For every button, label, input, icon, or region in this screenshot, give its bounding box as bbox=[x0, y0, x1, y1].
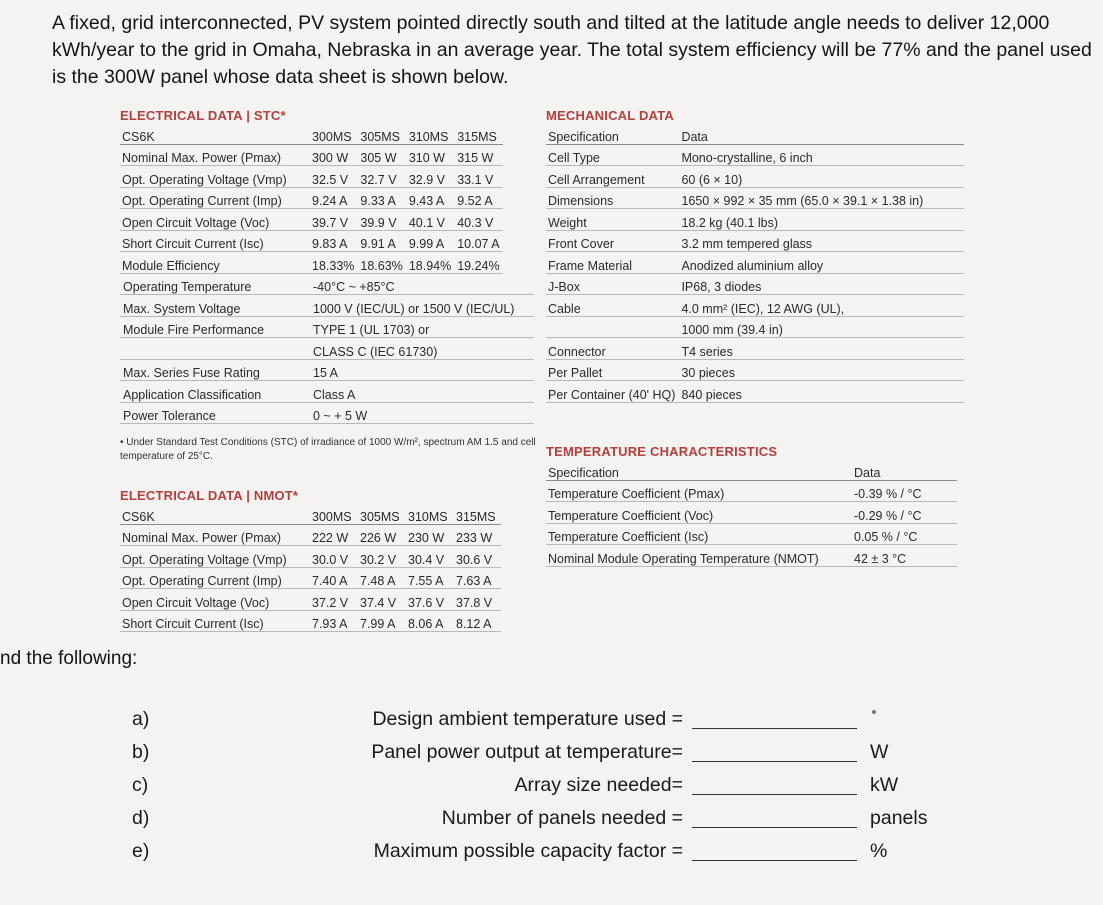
answer-blank[interactable] bbox=[692, 860, 857, 861]
table-cell: 300MS bbox=[309, 123, 357, 144]
table-row bbox=[546, 338, 964, 360]
temp-table bbox=[546, 459, 957, 567]
question-letter: c) bbox=[132, 774, 149, 796]
table-cell: 18.33% bbox=[309, 252, 357, 274]
table-cell: 7.99 A bbox=[357, 610, 405, 632]
table-cell: 9.33 A bbox=[357, 187, 405, 209]
table-cell bbox=[546, 316, 678, 338]
table-cell: 315MS bbox=[454, 123, 502, 144]
table-cell: Application Classification bbox=[120, 381, 310, 403]
question-text: Maximum possible capacity factor = bbox=[373, 840, 683, 862]
table-cell: Open Circuit Voltage (Voc) bbox=[120, 589, 309, 611]
problem-statement: A fixed, grid interconnected, PV system pointed directly south and tilted at the latitude angle needs to deliver 12,000 kWh/year to the grid in Omaha, Nebraska in an average year. The total system efficiency will be 77% and the panel used is the 300W panel whose data sheet is shown below. bbox=[52, 12, 1092, 88]
question-row bbox=[0, 772, 1103, 802]
table-cell: Short Circuit Current (Isc) bbox=[120, 610, 309, 632]
table-cell: 19.24% bbox=[454, 252, 502, 274]
nmot-table bbox=[120, 503, 501, 632]
table-cell: 305 W bbox=[357, 144, 405, 166]
table-row bbox=[546, 502, 957, 524]
table-cell: -40°C ~ +85°C bbox=[310, 274, 534, 295]
table-cell: 10.07 A bbox=[454, 230, 502, 252]
table-cell: 310MS bbox=[405, 503, 453, 524]
table-cell: Data bbox=[678, 123, 964, 144]
table-cell: 32.5 V bbox=[309, 166, 357, 188]
table-cell: Module Efficiency bbox=[120, 252, 309, 274]
table-cell: 3.2 mm tempered glass bbox=[678, 230, 964, 252]
table-cell: Per Container (40' HQ) bbox=[546, 381, 678, 403]
table-cell: 60 (6 × 10) bbox=[678, 166, 964, 188]
table-header-row bbox=[120, 123, 503, 144]
table-cell: IP68, 3 diodes bbox=[678, 273, 964, 295]
table-row bbox=[120, 209, 503, 231]
table-row bbox=[120, 144, 503, 166]
table-cell: Connector bbox=[546, 338, 678, 360]
table-cell: Open Circuit Voltage (Voc) bbox=[120, 209, 309, 231]
table-row bbox=[546, 166, 964, 188]
table-cell: 300 W bbox=[309, 144, 357, 166]
table-cell: 9.24 A bbox=[309, 187, 357, 209]
table-cell: Temperature Coefficient (Pmax) bbox=[546, 480, 851, 502]
table-cell: 32.7 V bbox=[357, 166, 405, 188]
table-cell: 7.40 A bbox=[309, 567, 357, 589]
table-cell: 4.0 mm² (IEC), 12 AWG (UL), bbox=[678, 295, 964, 317]
table-cell: 7.48 A bbox=[357, 567, 405, 589]
mech-section bbox=[546, 108, 964, 403]
question-row bbox=[0, 805, 1103, 835]
table-cell: 9.43 A bbox=[406, 187, 454, 209]
table-cell: 40.1 V bbox=[406, 209, 454, 231]
table-cell: Dimensions bbox=[546, 187, 678, 209]
table-cell: 233 W bbox=[453, 524, 501, 546]
table-cell: Opt. Operating Current (Imp) bbox=[120, 187, 309, 209]
stc-section bbox=[120, 108, 534, 424]
table-row bbox=[546, 381, 964, 403]
table-cell: 8.06 A bbox=[405, 610, 453, 632]
table-row bbox=[120, 381, 534, 403]
table-cell: Per Pallet bbox=[546, 359, 678, 381]
table-cell: Temperature Coefficient (Voc) bbox=[546, 502, 851, 524]
question-text: Panel power output at temperature= bbox=[371, 741, 683, 763]
table-cell: 315MS bbox=[453, 503, 501, 524]
table-row bbox=[546, 295, 964, 317]
table-cell: -0.39 % / °C bbox=[851, 480, 957, 502]
question-row bbox=[0, 838, 1103, 868]
table-cell: Class A bbox=[310, 381, 534, 403]
table-cell: CS6K bbox=[120, 123, 309, 144]
table-cell: 9.83 A bbox=[309, 230, 357, 252]
table-cell: Frame Material bbox=[546, 252, 678, 274]
table-cell: CS6K bbox=[120, 503, 309, 524]
table-header-row bbox=[120, 503, 501, 524]
table-row bbox=[120, 295, 534, 317]
answer-blank[interactable] bbox=[692, 761, 857, 762]
temp-section bbox=[546, 444, 957, 567]
table-row bbox=[120, 546, 501, 568]
stc-footnote: • Under Standard Test Conditions (STC) of irradiance of 1000 W/m², spectrum AM 1.5 and cell temperature of 25°C. bbox=[120, 437, 536, 462]
table-cell: -0.29 % / °C bbox=[851, 502, 957, 524]
table-cell: Opt. Operating Voltage (Vmp) bbox=[120, 166, 309, 188]
answer-blank[interactable] bbox=[692, 728, 857, 729]
question-text: Design ambient temperature used = bbox=[372, 708, 683, 730]
temp-title: TEMPERATURE CHARACTERISTICS bbox=[546, 444, 778, 459]
table-row bbox=[546, 209, 964, 231]
table-cell: 42 ± 3 °C bbox=[851, 545, 957, 567]
table-cell: 222 W bbox=[309, 524, 357, 546]
table-row bbox=[546, 359, 964, 381]
table-cell: Weight bbox=[546, 209, 678, 231]
table-cell: 40.3 V bbox=[454, 209, 502, 231]
table-cell: 300MS bbox=[309, 503, 357, 524]
table-cell: 230 W bbox=[405, 524, 453, 546]
question-row bbox=[0, 706, 1103, 736]
table-cell: Opt. Operating Voltage (Vmp) bbox=[120, 546, 309, 568]
table-cell: Operating Temperature bbox=[120, 274, 310, 295]
table-cell: 30 pieces bbox=[678, 359, 964, 381]
table-cell: 37.6 V bbox=[405, 589, 453, 611]
table-row bbox=[120, 274, 534, 295]
table-cell: Front Cover bbox=[546, 230, 678, 252]
nmot-title: ELECTRICAL DATA | NMOT* bbox=[120, 488, 299, 503]
table-cell: Temperature Coefficient (Isc) bbox=[546, 523, 851, 545]
stc-table bbox=[120, 123, 503, 274]
table-cell: Max. Series Fuse Rating bbox=[120, 359, 310, 381]
stc-extra-table bbox=[120, 274, 534, 425]
table-cell: Cell Type bbox=[546, 144, 678, 166]
nmot-section bbox=[120, 488, 501, 632]
answer-blank[interactable] bbox=[692, 827, 857, 828]
table-row bbox=[120, 230, 503, 252]
table-cell: 315 W bbox=[454, 144, 502, 166]
answer-blank[interactable] bbox=[692, 794, 857, 795]
table-cell: 7.93 A bbox=[309, 610, 357, 632]
table-header-row bbox=[546, 459, 957, 480]
table-cell: 37.2 V bbox=[309, 589, 357, 611]
table-cell: TYPE 1 (UL 1703) or bbox=[310, 316, 534, 338]
question-letter: a) bbox=[132, 708, 150, 730]
table-cell: 30.6 V bbox=[453, 546, 501, 568]
table-cell: 15 A bbox=[310, 359, 534, 381]
table-row bbox=[546, 316, 964, 338]
table-row bbox=[120, 567, 501, 589]
table-row bbox=[120, 359, 534, 381]
question-text: Array size needed= bbox=[514, 774, 683, 796]
table-row bbox=[120, 610, 501, 632]
table-cell: 33.1 V bbox=[454, 166, 502, 188]
table-row bbox=[546, 252, 964, 274]
table-cell: 7.55 A bbox=[405, 567, 453, 589]
question-unit: panels bbox=[870, 807, 928, 829]
table-cell: Opt. Operating Current (Imp) bbox=[120, 567, 309, 589]
question-letter: b) bbox=[132, 741, 150, 763]
table-cell: Nominal Module Operating Temperature (NMOT) bbox=[546, 545, 851, 567]
table-row bbox=[120, 252, 503, 274]
table-row bbox=[120, 187, 503, 209]
table-cell: 0 ~ + 5 W bbox=[310, 402, 534, 424]
table-cell: Cell Arrangement bbox=[546, 166, 678, 188]
table-cell: Module Fire Performance bbox=[120, 316, 310, 338]
mech-title: MECHANICAL DATA bbox=[546, 108, 674, 123]
table-cell: 37.4 V bbox=[357, 589, 405, 611]
table-row bbox=[546, 144, 964, 166]
table-cell: 1000 V (IEC/UL) or 1500 V (IEC/UL) bbox=[310, 295, 534, 317]
table-cell: Cable bbox=[546, 295, 678, 317]
table-row bbox=[546, 523, 957, 545]
table-cell: Specification bbox=[546, 459, 851, 480]
table-cell: 1000 mm (39.4 in) bbox=[678, 316, 964, 338]
question-unit: kW bbox=[870, 774, 899, 796]
table-cell: CLASS C (IEC 61730) bbox=[310, 338, 534, 360]
table-row bbox=[120, 316, 534, 338]
question-row bbox=[0, 739, 1103, 769]
table-cell: Max. System Voltage bbox=[120, 295, 310, 317]
table-cell: 305MS bbox=[357, 503, 405, 524]
table-cell: T4 series bbox=[678, 338, 964, 360]
question-unit: W bbox=[870, 741, 889, 763]
table-cell: 9.91 A bbox=[357, 230, 405, 252]
mech-table bbox=[546, 123, 964, 403]
table-cell: 840 pieces bbox=[678, 381, 964, 403]
question-text: Number of panels needed = bbox=[441, 807, 683, 829]
intro-text: nd the following: bbox=[0, 648, 138, 669]
table-row bbox=[546, 480, 957, 502]
table-cell: 32.9 V bbox=[406, 166, 454, 188]
table-cell: 7.63 A bbox=[453, 567, 501, 589]
table-cell: 39.9 V bbox=[357, 209, 405, 231]
table-cell: Mono-crystalline, 6 inch bbox=[678, 144, 964, 166]
question-letter: e) bbox=[132, 840, 150, 862]
table-row bbox=[546, 230, 964, 252]
table-cell bbox=[120, 338, 310, 360]
table-row bbox=[120, 166, 503, 188]
table-row bbox=[546, 545, 957, 567]
table-cell: 310MS bbox=[406, 123, 454, 144]
table-cell: 305MS bbox=[357, 123, 405, 144]
table-cell: Nominal Max. Power (Pmax) bbox=[120, 144, 309, 166]
table-cell: 30.2 V bbox=[357, 546, 405, 568]
table-cell: J-Box bbox=[546, 273, 678, 295]
question-letter: d) bbox=[132, 807, 150, 829]
table-row bbox=[546, 273, 964, 295]
table-cell: 30.4 V bbox=[405, 546, 453, 568]
table-cell: 0.05 % / °C bbox=[851, 523, 957, 545]
table-cell: 18.94% bbox=[406, 252, 454, 274]
table-cell: 37.8 V bbox=[453, 589, 501, 611]
table-row bbox=[120, 524, 501, 546]
table-cell: Data bbox=[851, 459, 957, 480]
table-cell: 310 W bbox=[406, 144, 454, 166]
table-cell: 1650 × 992 × 35 mm (65.0 × 39.1 × 1.38 in) bbox=[678, 187, 964, 209]
table-cell: 226 W bbox=[357, 524, 405, 546]
table-row bbox=[546, 187, 964, 209]
table-header-row bbox=[546, 123, 964, 144]
table-cell: 9.52 A bbox=[454, 187, 502, 209]
table-cell: 30.0 V bbox=[309, 546, 357, 568]
table-row bbox=[120, 589, 501, 611]
stc-title: ELECTRICAL DATA | STC* bbox=[120, 108, 286, 123]
table-cell: 18.2 kg (40.1 lbs) bbox=[678, 209, 964, 231]
table-cell: 9.99 A bbox=[406, 230, 454, 252]
question-unit: % bbox=[870, 840, 888, 862]
table-cell: Power Tolerance bbox=[120, 402, 310, 424]
table-cell: 8.12 A bbox=[453, 610, 501, 632]
table-cell: Nominal Max. Power (Pmax) bbox=[120, 524, 309, 546]
table-cell: Specification bbox=[546, 123, 678, 144]
table-cell: 18.63% bbox=[357, 252, 405, 274]
table-cell: 39.7 V bbox=[309, 209, 357, 231]
table-row bbox=[120, 338, 534, 360]
table-row bbox=[120, 402, 534, 424]
table-cell: Anodized aluminium alloy bbox=[678, 252, 964, 274]
table-cell: Short Circuit Current (Isc) bbox=[120, 230, 309, 252]
